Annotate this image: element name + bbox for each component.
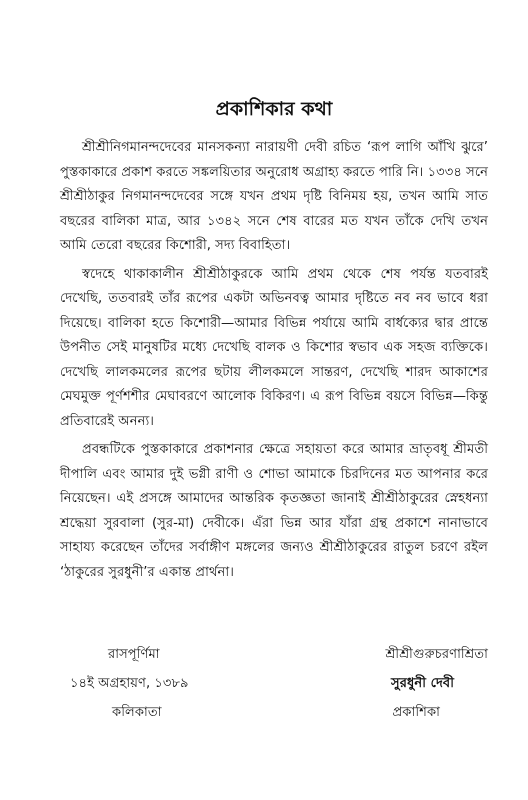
place-text: কলিকাতা	[112, 705, 162, 720]
signature-block	[60, 640, 488, 750]
devotion-text: শ্রীশ্রীগুরুচরণাশ্রিতা	[385, 647, 488, 662]
date-text: ১৪ই অগ্রহায়ণ, ১৩৮৯	[70, 676, 189, 691]
date-place-block	[70, 640, 270, 727]
preface-page	[60, 96, 488, 589]
publisher-block	[288, 640, 488, 727]
paragraph-2: স্বদেহে থাকাকালীন শ্রীশ্রীঠাকুরকে আমি প্রথম থেকে শেষ পর্যন্ত যতবারই দেখেছি, ততবারই তাঁর রূপের একটা অভিনবত্ব আমার দৃষ্টিতে নব নব ভাবে ধরা দিয়েছে। বালিকা হতে কিশোরী—আমার বিভিন্ন পর্যায়ে আমি বার্ধক্যের দ্বার প্রান্তে উপনীত সেই মানুষটির মধ্যে দেখেছি বালক ও কিশোর স্বভাব এক সহজ ব্যক্তিকে। দেখেছি লালকমলের রূপের ছটায় লীলকমলে সান্তরণ, দেখেছি শারদ আকাশের মেঘমুক্ত পূর্ণশশীর মেঘাবরণে আলোক বিকিরণ। এ রূপ বিভিন্ন বয়সে বিভিন্ন—কিন্তু প্রতিবারেই অনন্য।	[60, 266, 488, 429]
paragraph-1: শ্রীশ্রীনিগমানন্দদেবের মানসকন্যা নারায়ণী দেবী রচিত ‘রূপ লাগি আঁখি ঝুরে’ পুস্তকাকারে প্রকাশ করতে সঙ্কলয়িতার অনুরোধ অগ্রাহ্য করতে পারি নি। ১৩৩৪ সনে শ্রীশ্রীঠাকুর নিগমানন্দদেবের সঙ্গে যখন প্রথম দৃষ্টি বিনিময় হয়, তখন আমি সাত বছরের বালিকা মাত্র, আর ১৩৪২ সনে শেষ বারের মত যখন তাঁকে দেখি তখন আমি তেরো বছরের কিশোরী, সদ্য বিবাহিতা।	[60, 140, 488, 253]
paragraph-3: প্রবন্ধটিকে পুস্তকাকারে প্রকাশনার ক্ষেত্রে সহায়তা করে আমার ভ্রাতৃবধূ শ্রীমতী দীপালি এবং আমার দুই ভগ্নী রাণী ও শোভা আমাকে চিরদিনের মত আপনার করে নিয়েছেন। এই প্রসঙ্গে আমাদের আন্তরিক কৃতজ্ঞতা জানাই শ্রীশ্রীঠাকুরের স্নেহধন্যা শ্রদ্ধেয়া সুরবালা (সুর-মা) দেবীকে। এঁরা ভিন্ন আর যাঁরা গ্রন্থ প্রকাশে নানাভাবে সাহায্য করেছেন তাঁদের সর্বাঙ্গীণ মঙ্গলের জন্যও শ্রীশ্রীঠাকুরের রাতুল চরণে রইল ‘ঠাকুরের সুরধুনী’র একান্ত প্রার্থনা।	[60, 442, 488, 580]
publisher-name: সুরধুনী দেবী	[391, 676, 454, 691]
publisher-role: প্রকাশিকা	[392, 705, 440, 720]
page-title: প্রকাশিকার কথা	[215, 98, 333, 120]
occasion-text: রাসপূর্ণিমা	[108, 647, 160, 662]
